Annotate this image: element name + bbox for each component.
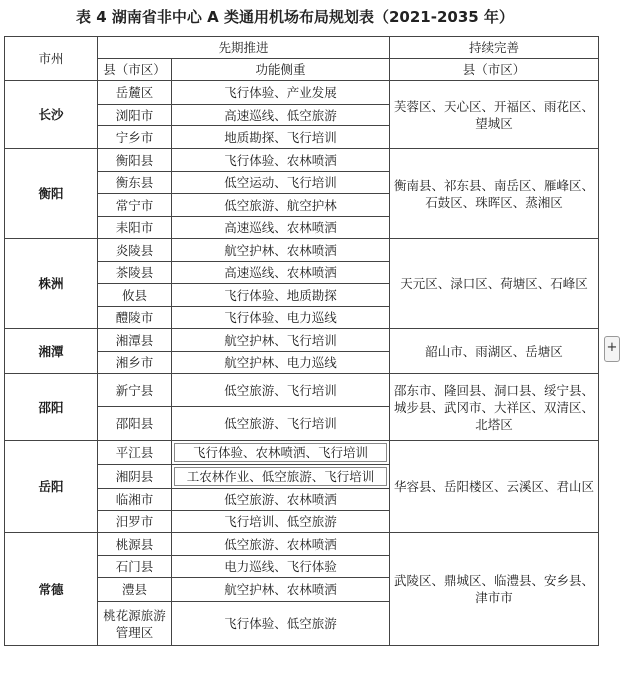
function-cell: 飞行体验、地质勘探 <box>172 284 390 307</box>
county-cell: 石门县 <box>98 556 172 578</box>
county-cell: 宁乡市 <box>98 126 172 149</box>
county-cell: 澧县 <box>98 578 172 602</box>
county-cell: 衡阳县 <box>98 149 172 172</box>
county-cell: 湘阴县 <box>98 465 172 489</box>
county-cell: 平江县 <box>98 441 172 465</box>
sustain-cell: 衡南县、祁东县、南岳区、雁峰区、石鼓区、珠晖区、蒸湘区 <box>390 149 599 239</box>
sustain-cell: 华容县、岳阳楼区、云溪区、君山区 <box>390 441 599 533</box>
table-row <box>5 329 599 352</box>
function-cell: 飞行体验、产业发展 <box>172 81 390 105</box>
function-cell: 低空旅游、农林喷洒 <box>172 489 390 511</box>
expand-handle[interactable]: + <box>604 336 620 362</box>
county-cell: 湘乡市 <box>98 352 172 374</box>
function-cell: 航空护林、飞行培训 <box>172 329 390 352</box>
county-cell: 常宁市 <box>98 194 172 217</box>
function-cell: 低空旅游、航空护林 <box>172 194 390 217</box>
function-cell: 飞行体验、电力巡线 <box>172 307 390 329</box>
function-cell: 高速巡线、低空旅游 <box>172 105 390 126</box>
sustain-cell: 武陵区、鼎城区、临澧县、安乡县、津市市 <box>390 533 599 646</box>
county-cell: 岳麓区 <box>98 81 172 105</box>
county-cell: 桃源县 <box>98 533 172 556</box>
function-cell <box>172 441 390 465</box>
county-cell: 邵阳县 <box>98 407 172 441</box>
function-cell: 高速巡线、农林喷洒 <box>172 217 390 239</box>
city-cell: 株洲 <box>5 239 98 329</box>
city-cell: 岳阳 <box>5 441 98 533</box>
function-cell: 低空运动、飞行培训 <box>172 172 390 194</box>
county-cell: 汨罗市 <box>98 511 172 533</box>
county-cell: 攸县 <box>98 284 172 307</box>
sustain-cell: 韶山市、雨湖区、岳塘区 <box>390 329 599 374</box>
table-row <box>5 149 599 172</box>
header-city: 市州 <box>5 37 98 81</box>
airport-plan-table <box>4 36 599 646</box>
county-cell: 醴陵市 <box>98 307 172 329</box>
county-cell: 衡东县 <box>98 172 172 194</box>
city-cell: 湘潭 <box>5 329 98 374</box>
table-row <box>5 374 599 407</box>
header-county-sustain: 县（市区） <box>390 59 599 81</box>
city-cell: 常德 <box>5 533 98 646</box>
function-cell: 低空旅游、农林喷洒 <box>172 533 390 556</box>
function-cell: 飞行体验、农林喷洒 <box>172 149 390 172</box>
function-text: 飞行体验、农林喷洒、飞行培训 <box>174 443 387 462</box>
city-cell: 衡阳 <box>5 149 98 239</box>
function-cell: 飞行培训、低空旅游 <box>172 511 390 533</box>
function-cell: 低空旅游、飞行培训 <box>172 374 390 407</box>
header-county: 县（市区） <box>98 59 172 81</box>
city-cell: 长沙 <box>5 81 98 149</box>
header-sustain: 持续完善 <box>390 37 599 59</box>
county-cell: 湘潭县 <box>98 329 172 352</box>
county-cell: 耒阳市 <box>98 217 172 239</box>
function-cell: 航空护林、农林喷洒 <box>172 578 390 602</box>
header-function: 功能侧重 <box>172 59 390 81</box>
county-cell: 浏阳市 <box>98 105 172 126</box>
table-row <box>5 533 599 556</box>
table-row <box>5 81 599 105</box>
function-cell: 高速巡线、农林喷洒 <box>172 262 390 284</box>
county-cell: 临湘市 <box>98 489 172 511</box>
function-cell: 电力巡线、飞行体验 <box>172 556 390 578</box>
city-cell: 邵阳 <box>5 374 98 441</box>
sustain-cell: 邵东市、隆回县、洞口县、绥宁县、城步县、武冈市、大祥区、双清区、北塔区 <box>390 374 599 441</box>
function-cell: 低空旅游、飞行培训 <box>172 407 390 441</box>
county-cell: 新宁县 <box>98 374 172 407</box>
county-cell: 桃花源旅游管理区 <box>98 602 172 646</box>
county-cell: 茶陵县 <box>98 262 172 284</box>
table-row <box>5 239 599 262</box>
function-cell: 飞行体验、低空旅游 <box>172 602 390 646</box>
function-cell: 航空护林、农林喷洒 <box>172 239 390 262</box>
table-row <box>5 441 599 465</box>
function-text: 工农林作业、低空旅游、飞行培训 <box>174 467 387 486</box>
function-cell: 航空护林、电力巡线 <box>172 352 390 374</box>
sustain-cell: 芙蓉区、天心区、开福区、雨花区、望城区 <box>390 81 599 149</box>
table-title: 表 4 湖南省非中心 A 类通用机场布局规划表（2021-2035 年） <box>76 8 514 26</box>
header-near-term: 先期推进 <box>98 37 390 59</box>
function-cell <box>172 465 390 489</box>
function-cell: 地质勘探、飞行培训 <box>172 126 390 149</box>
sustain-cell: 天元区、渌口区、荷塘区、石峰区 <box>390 239 599 329</box>
county-cell: 炎陵县 <box>98 239 172 262</box>
